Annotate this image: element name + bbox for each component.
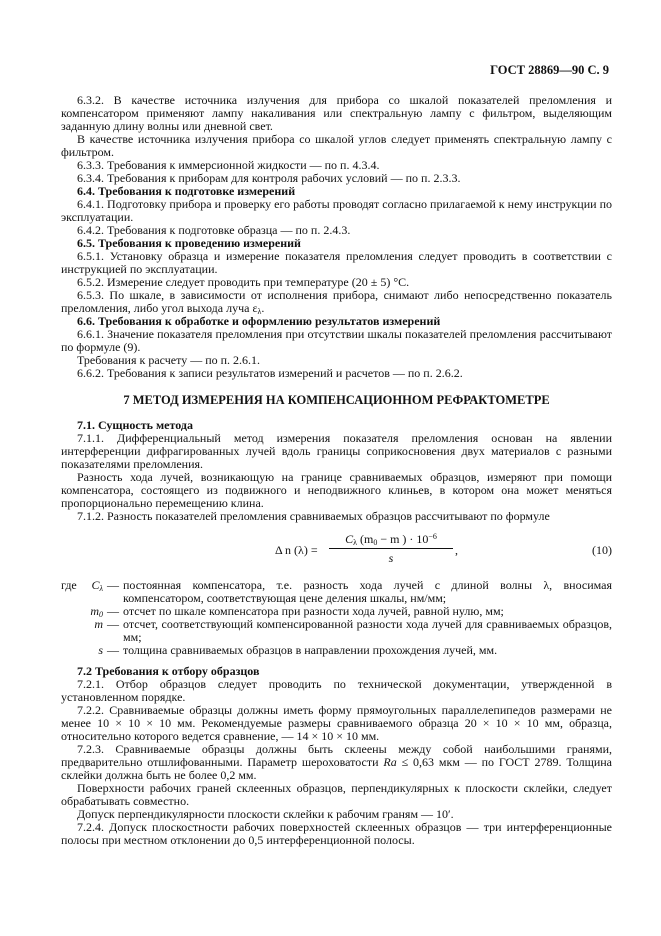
paragraph: 6.3.2. В качестве источника излучения для прибора со шкалой показателей преломления и компенсатором применяют лампу накаливания или спектральную лампу с фильтром, выделяющим заданную длину волны или дневной свет. <box>61 93 612 133</box>
definition-left-column <box>61 618 107 644</box>
paragraph: 6.4.1. Подготовку прибора и проверку его работы проводят согласно прилагаемой к нему инструкции по эксплуатации. <box>61 197 612 224</box>
dash: — <box>107 578 119 592</box>
formula-comma: , <box>455 543 458 557</box>
definition-text: отсчет, соответствующий компенсированной разности хода лучей для сравниваемых образцов, мм; <box>123 617 612 644</box>
paragraph: 6.6.2. Требования к записи результатов измерений и расчетов — по п. 2.6.2. <box>77 366 463 380</box>
formula-numerator <box>329 533 453 549</box>
page-header: ГОСТ 28869—90 С. 9 <box>490 63 609 77</box>
paragraph: Поверхности рабочих граней склеенных образцов, перпендикулярных к плоскости склейки, следует обрабатывать совместно. <box>61 781 612 808</box>
text: ≤ 0,63 мкм — по ГОСТ 2789. Толщина склейки должна быть не более 0,2 мм. <box>61 755 612 782</box>
text: − m ) · 10 <box>377 532 429 546</box>
paragraph: Требования к расчету — по п. 2.6.1. <box>77 353 261 367</box>
paragraph: 6.5.1. Установку образца и измерение показателя преломления следует проводить в соответствии с инструкцией по эксплуатации. <box>61 249 612 276</box>
paragraph: 7.2.1. Отбор образцов следует проводить по технической документации, утвержденной в установленном порядке. <box>61 677 612 704</box>
subscript: 0 <box>373 538 378 547</box>
subscript: λ <box>353 538 357 547</box>
paragraph: 6.3.3. Требования к иммерсионной жидкости — по п. 4.3.4. <box>77 158 380 172</box>
text: (m <box>356 532 374 546</box>
paragraph <box>61 743 612 782</box>
superscript: −6 <box>428 532 437 541</box>
definition-item <box>61 618 612 644</box>
paragraph: Допуск перпендикулярности плоскости склейки к рабочим граням — 10′. <box>77 807 454 821</box>
section-heading: 7.1. Сущность метода <box>77 418 193 432</box>
definition-symbol: s <box>98 643 103 657</box>
paragraph: 7.1.1. Дифференциальный метод измерения показателя преломления основан на явлении интерференции дифрагированных лучей вдоль границы соприкосновения двух материалов с разными показателями преломления. <box>61 431 612 471</box>
definition-text: толщина сравниваемых образцов в направлении прохождения лучей, мм. <box>123 643 498 657</box>
definition-text: постоянная компенсатора, т.е. разность хода лучей с длиной волны λ, вносимая компенсатором, соответствующая цене деления шкалы, нм/мм; <box>123 578 612 605</box>
paragraph: 7.2.4. Допуск плоскостности рабочих поверхностей склеенных образцов — три интерференционные полосы при местном отклонении до 0,5 интерференционной полосы. <box>61 820 612 847</box>
paragraph: 7.2.2. Сравниваемые образцы должны иметь форму прямоугольных параллелепипедов размерами не менее 10 × 10 × 10 мм. Рекомендуемые размеры сравниваемого образца 20 × 10 × 10 мм, образца, относительно которого ведется сравнение, — 14 × 10 × 10 мм. <box>61 703 612 743</box>
chapter-title: 7 МЕТОД ИЗМЕРЕНИЯ НА КОМПЕНСАЦИОННОМ РЕФРАКТОМЕТРЕ <box>123 393 550 407</box>
symbol: Ra <box>383 755 397 769</box>
formula-fraction <box>329 533 453 565</box>
section-heading: 6.5. Требования к проведению измерений <box>77 236 301 250</box>
formula-denominator <box>329 549 453 565</box>
paragraph: В качестве источника излучения прибора со шкалой углов следует применять спектральную лампу с фильтром. <box>61 132 612 159</box>
definitions-list <box>61 579 612 657</box>
text: 7.2.3. Сравниваемые образцы должны быть склеены между собой наибольшими гранями, предварительно отшлифованными. Параметр шероховатости <box>61 742 612 769</box>
paragraph: Разность хода лучей, возникающую на границе сравниваемых образцов, измеряют при помощи компенсатора, состоящего из подвижного и неподвижного клиньев, в котором она может меняться пропорционально перемещению клина. <box>61 470 612 510</box>
definition-text: отсчет по шкале компенсатора при разности хода лучей, равной нулю, мм; <box>123 604 504 618</box>
text: 6.5.3. По шкале, в зависимости от исполнения прибора, снимают либо непосредственно показатель преломления, либо угол выхода луча ε <box>61 288 612 315</box>
formula-number: (10) <box>592 543 612 557</box>
definition-symbol: m <box>94 617 103 631</box>
paragraph <box>61 289 612 315</box>
section-heading: 6.4. Требования к подготовке измерений <box>77 184 296 198</box>
definition-left-column <box>61 644 107 657</box>
dash: — <box>107 604 119 618</box>
document-body <box>61 94 612 847</box>
definition-left-column <box>61 579 107 605</box>
text: . <box>261 301 265 315</box>
formula-10 <box>61 533 612 573</box>
section-heading: 6.6. Требования к обработке и оформлению результатов измерений <box>77 314 441 328</box>
symbol: s <box>388 551 394 565</box>
definition-symbol: $m_0$ <box>90 604 103 619</box>
paragraph: 6.6.1. Значение показателя преломления при отсутствии шкалы показателей преломления рассчитывают по формуле (9). <box>61 327 612 354</box>
symbol: C <box>345 532 354 546</box>
dash: — <box>107 643 119 657</box>
paragraph: 6.5.2. Измерение следует проводить при температуре (20 ± 5) °С. <box>77 275 410 289</box>
formula-lhs: Δ n (λ) = <box>275 543 318 557</box>
definition-symbol: $C_\lambda$ <box>91 578 103 593</box>
paragraph: 7.1.2. Разность показателей преломления сравниваемых образцов рассчитывают по формуле <box>77 509 550 523</box>
dash: — <box>107 617 119 631</box>
paragraph: 6.3.4. Требования к приборам для контроля рабочих условий — по п. 2.3.3. <box>77 171 461 185</box>
subscript: λ <box>257 307 262 316</box>
where-label: где <box>61 578 77 592</box>
paragraph: 6.4.2. Требования к подготовке образца — по п. 2.4.3. <box>77 223 351 237</box>
section-heading: 7.2 Требования к отбору образцов <box>77 664 260 678</box>
definition-item <box>61 644 612 657</box>
definition-item <box>61 579 612 605</box>
